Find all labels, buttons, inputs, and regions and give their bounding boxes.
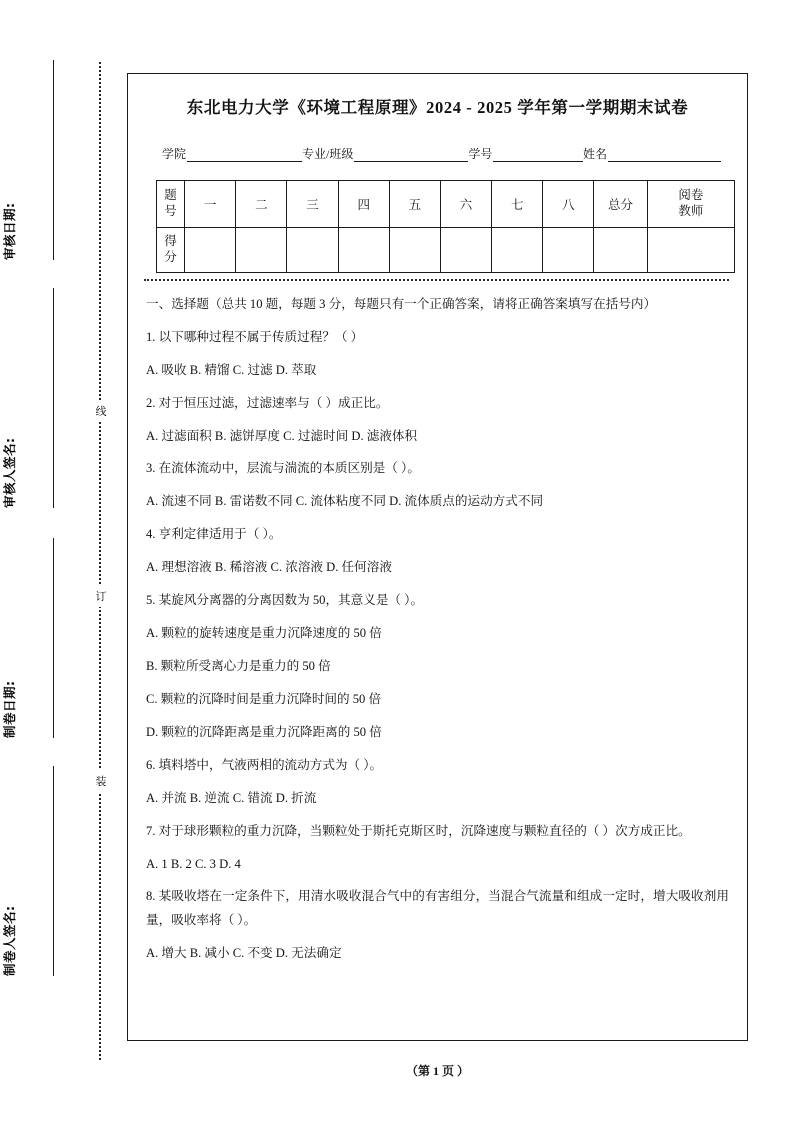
row-header-score-char2: 分 [164,249,177,264]
table-row-question-numbers [157,180,735,227]
score-cell-6[interactable] [440,227,491,272]
question-5-stem: 5. 某旋风分离器的分离因数为 50，其意义是（ ）。 [146,593,424,608]
row-header-score [157,227,185,272]
question-6 [146,754,729,811]
name-input[interactable] [608,148,721,162]
question-1-options: A. 吸收 B. 精馏 C. 过滤 D. 萃取 [146,362,317,377]
margin-label-review-date: 审核日期: [2,202,17,260]
score-cell-total[interactable] [594,227,647,272]
score-cell-grading-teacher[interactable] [647,227,734,272]
question-3 [146,457,729,514]
score-table [156,180,735,273]
row-header-question-number [157,180,185,227]
student-id-label: 学号 [468,146,493,161]
margin-rule-2 [53,288,54,508]
score-cell-1[interactable] [185,227,236,272]
fold-char-line: 线 [92,400,110,422]
college-input[interactable] [187,148,302,162]
question-2-options: A. 过滤面积 B. 滤饼厚度 C. 过滤时间 D. 滤液体积 [146,428,418,443]
section-divider-dotted [144,279,729,281]
question-5-option-c: C. 颗粒的沉降时间是重力沉降时间的 50 倍 [146,691,382,706]
col-header-7: 七 [492,180,543,227]
score-cell-8[interactable] [543,227,594,272]
class-label: 专业/班级 [301,146,354,161]
col-header-6: 六 [440,180,491,227]
grading-teacher-char1: 阅卷 [678,188,704,203]
exam-content-area [127,73,748,1041]
score-cell-2[interactable] [236,227,287,272]
margin-label-preparer-signature: 制卷人签名: [2,905,17,976]
question-list [146,293,729,966]
col-header-4: 四 [338,180,389,227]
question-3-stem: 3. 在流体流动中，层流与湍流的本质区别是（ ）。 [146,461,420,476]
margin-label-prepare-date: 制卷日期: [2,680,17,738]
question-5-option-b: B. 颗粒所受离心力是重力的 50 倍 [146,659,331,674]
question-7-options: A. 1 B. 2 C. 3 D. 4 [146,856,241,871]
student-id-input[interactable] [493,148,583,162]
question-8-options: A. 增大 B. 减小 C. 不变 D. 无法确定 [146,946,342,961]
col-header-1: 一 [185,180,236,227]
question-5-option-d: D. 颗粒的沉降距离是重力沉降距离的 50 倍 [146,724,382,739]
row-header-question-number-char2: 号 [164,203,177,218]
row-header-question-number-char1: 题 [164,188,177,203]
col-header-grading-teacher [647,180,734,227]
question-4 [146,523,729,580]
college-label: 学院 [162,146,187,161]
question-1 [146,326,729,383]
question-2-stem: 2. 对于恒压过滤，过滤速率与（ ）成正比。 [146,395,389,410]
question-6-stem: 6. 填料塔中，气液两相的流动方式为（ ）。 [146,757,383,772]
col-header-3: 三 [287,180,338,227]
margin-rule-4 [53,766,54,976]
table-row-scores [157,227,735,272]
row-header-score-char1: 得 [164,234,177,249]
name-label: 姓名 [582,146,607,161]
col-header-8: 八 [543,180,594,227]
col-header-2: 二 [236,180,287,227]
question-7-stem: 7. 对于球形颗粒的重力沉降，当颗粒处于斯托克斯区时，沉降速度与颗粒直径的（ ）次方成正比。 [146,823,691,838]
col-header-total: 总分 [594,180,647,227]
question-3-options: A. 流速不同 B. 雷诺数不同 C. 流体粘度不同 D. 流体质点的运动方式不同 [146,494,544,509]
student-identity-row [162,145,721,162]
fold-char-bind: 订 [92,585,110,607]
question-5 [146,589,729,745]
question-1-stem: 1. 以下哪种过程不属于传质过程？（ ） [146,329,364,344]
page-number-footer: （第 1 页 ） [405,1064,469,1078]
section-one-heading: 一、选择题（总共 10 题，每题 3 分，每题只有一个正确答案，请将正确答案填写在括号内） [146,296,657,311]
score-cell-5[interactable] [389,227,440,272]
margin-label-reviewer-signature: 审核人签名: [2,437,17,508]
grading-teacher-char2: 教师 [678,203,704,218]
question-4-stem: 4. 亨利定律适用于（ ）。 [146,527,282,542]
margin-rule-3 [53,538,54,738]
question-4-options: A. 理想溶液 B. 稀溶液 C. 浓溶液 D. 任何溶液 [146,560,392,575]
exam-title: 东北电力大学《环境工程原理》2024 - 2025 学年第一学期期末试卷 [186,98,689,117]
binding-margin-strip [0,60,128,1060]
question-5-option-a: A. 颗粒的旋转速度是重力沉降速度的 50 倍 [146,626,382,641]
margin-rule-1 [53,60,54,260]
question-7 [146,820,729,877]
fold-char-assemble: 装 [92,770,110,792]
question-6-options: A. 并流 B. 逆流 C. 错流 D. 折流 [146,790,317,805]
question-2 [146,392,729,449]
col-header-5: 五 [389,180,440,227]
question-8-stem: 8. 某吸收塔在一定条件下，用清水吸收混合气中的有害组分，当混合气流量和组成一定时，增大吸收剂用量，吸收率将（ ）。 [146,889,729,928]
class-input[interactable] [354,148,468,162]
fold-dotted-line [99,62,101,1060]
score-cell-3[interactable] [287,227,338,272]
score-cell-4[interactable] [338,227,389,272]
question-8 [146,885,729,966]
score-cell-7[interactable] [492,227,543,272]
